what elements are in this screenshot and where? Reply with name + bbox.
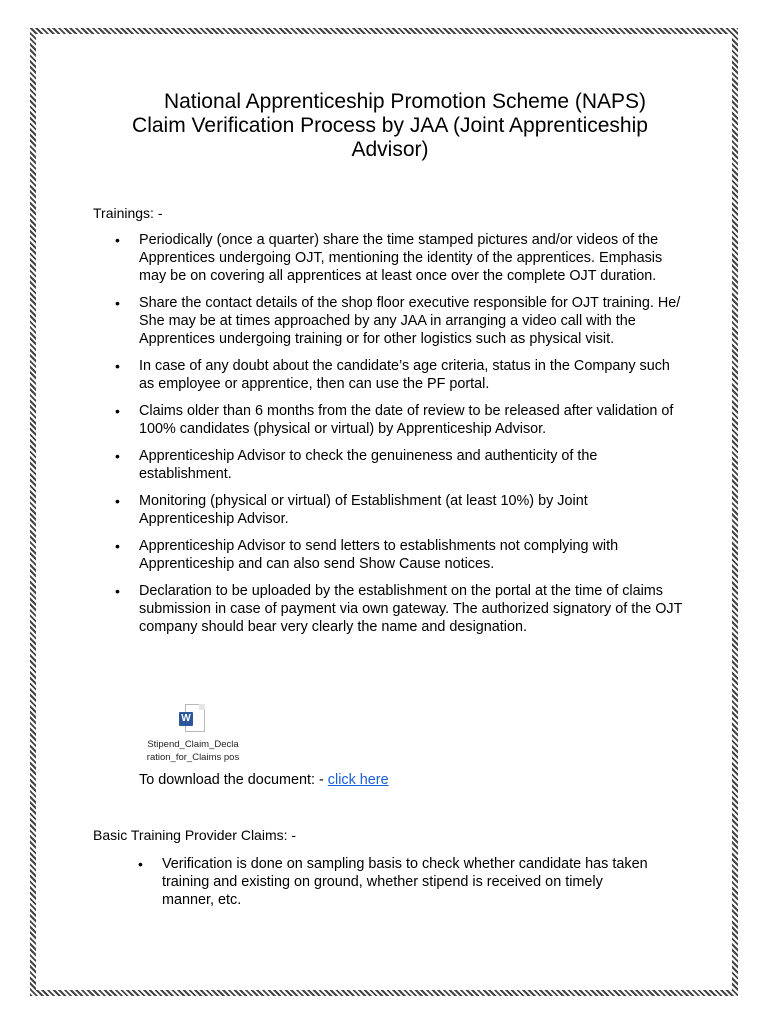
word-document-icon[interactable]: W bbox=[179, 704, 207, 734]
list-item: • Declaration to be uploaded by the establishment on the portal at the time of claims submission in case of payment via own gateway. The authorized signatory of the OJT company should bear very clearly the name and designation. bbox=[115, 582, 685, 636]
list-item: • Verification is done on sampling basis to check whether candidate has taken training and existing on ground, whether stipend is received on timely manner, etc. bbox=[138, 855, 658, 909]
list-item: • Periodically (once a quarter) share the time stamped pictures and/or videos of the Apprentices undergoing OJT, mentioning the identity of the apprentices. Emphasis may be on covering all apprentices at least once over the complete OJT duration. bbox=[115, 231, 685, 285]
list-item: • In case of any doubt about the candidate’s age criteria, status in the Company such as employee or apprentice, then can use the PF portal. bbox=[115, 357, 685, 393]
click-here-link[interactable]: click here bbox=[327, 772, 389, 788]
title-line-1: National Apprenticeship Promotion Scheme (NAPS) bbox=[163, 90, 647, 113]
list-item: • Monitoring (physical or virtual) of Establishment (at least 10%) by Joint Apprenticeship Advisor. bbox=[115, 492, 685, 528]
trainings-heading: Trainings: - bbox=[93, 205, 163, 221]
list-item: • Apprenticeship Advisor to check the genuineness and authenticity of the establishment. bbox=[115, 447, 685, 483]
page-title bbox=[80, 90, 700, 162]
word-attachment[interactable] bbox=[138, 704, 248, 764]
download-line bbox=[139, 772, 389, 788]
list-item: • Claims older than 6 months from the date of review to be released after validation of 100% candidates (physical or virtual) by Apprenticeship Advisor. bbox=[115, 402, 685, 438]
title-line-2: Claim Verification Process by JAA (Joint Apprenticeship bbox=[132, 114, 648, 137]
download-label: To download the document: - bbox=[139, 772, 328, 788]
title-line-3: Advisor) bbox=[351, 138, 429, 161]
list-item: • Share the contact details of the shop floor executive responsible for OJT training. He/ She may be at times approached by any JAA in arranging a video call with the Apprentices undergoing training or for other logistics such as physical visit. bbox=[115, 294, 685, 348]
btp-list bbox=[138, 855, 658, 918]
highlight-text: once a quarter bbox=[221, 232, 315, 248]
trainings-list bbox=[115, 231, 685, 645]
attachment-filename: Stipend_Claim_Decla ration_for_Claims pos bbox=[146, 739, 240, 763]
list-item: • Apprenticeship Advisor to send letters to establishments not complying with Apprenticeship and can also send Show Cause notices. bbox=[115, 537, 685, 573]
btp-heading: Basic Training Provider Claims: - bbox=[93, 827, 297, 843]
